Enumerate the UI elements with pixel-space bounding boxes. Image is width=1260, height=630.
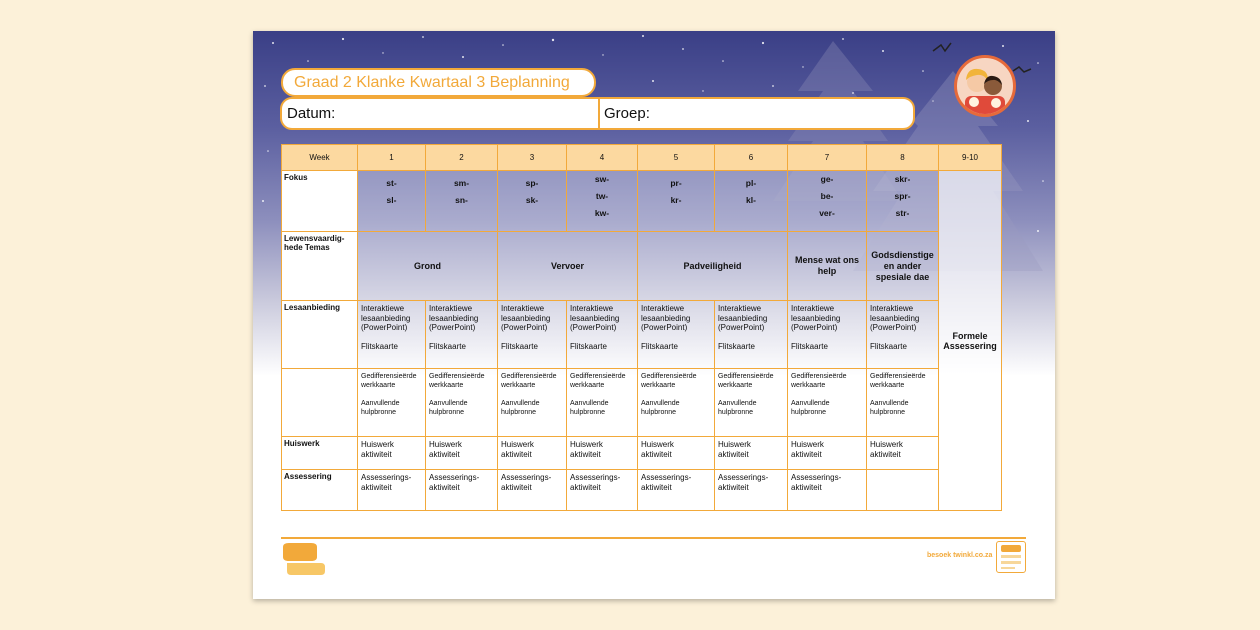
cell-line: Aanvullende: [361, 400, 400, 407]
asm-text: [498, 470, 566, 492]
date-group-box: [280, 97, 915, 130]
cell-line: Huiswerk: [570, 440, 603, 449]
cell-line: (PowerPoint): [641, 323, 688, 332]
cell-line: werkkaarte: [791, 382, 826, 389]
focus-sound: tw-: [595, 191, 609, 201]
cell-line: Huiswerk: [361, 440, 394, 449]
cell-line: aktiwiteit: [429, 449, 460, 459]
cell-line: werkkaarte: [641, 382, 676, 389]
cell-line: aktiwiteit: [429, 482, 460, 492]
final-assessment-cell: [939, 171, 1002, 511]
homework-cell: [715, 437, 788, 470]
focus-sound: sw-: [594, 174, 610, 184]
focus-cell: [638, 171, 715, 232]
spacer: [501, 333, 564, 342]
cell-line: Gedifferensieërde: [718, 373, 774, 380]
row-label-extra: [282, 369, 358, 437]
cell-line: Huiswerk: [501, 440, 534, 449]
cell-line: Interaktiewe: [501, 304, 545, 313]
twinkl-badge-icon: [996, 541, 1026, 573]
lesson-text: [358, 301, 425, 351]
cell-line: Gedifferensieërde: [570, 373, 626, 380]
cell-line: Huiswerk: [791, 440, 824, 449]
cell-line: Aanvullende: [791, 400, 830, 407]
spacer: [791, 333, 864, 342]
cell-line: aktiwiteit: [501, 482, 532, 492]
spacer: [718, 390, 785, 399]
twinkl-phonics-logo-icon: [281, 543, 329, 575]
spacer: [361, 333, 423, 342]
theme-label: Padveiligheid: [683, 260, 742, 271]
cell-line: Assesserings-: [361, 473, 412, 482]
header-week-5: 5: [638, 145, 715, 171]
focus-sound: pr-: [670, 178, 682, 188]
cell-line: lesaanbieding: [791, 313, 841, 323]
cell-line: lesaanbieding: [429, 313, 479, 323]
focus-sound: str-: [895, 208, 910, 218]
cell-line: Flitskaarte: [361, 341, 398, 351]
spacer: [641, 333, 712, 342]
spacer: [501, 390, 564, 399]
cell-line: Interaktiewe: [870, 304, 914, 313]
row-label-assessment: Assessering: [282, 470, 358, 511]
assessment-row: [282, 470, 1002, 511]
spacer: [718, 333, 785, 342]
cell-line: hulpbronne: [791, 409, 827, 416]
focus-cell: [867, 171, 939, 232]
hw-text: [788, 437, 866, 459]
header-week-7: 7: [788, 145, 867, 171]
cell-line: Assesserings-: [718, 473, 769, 482]
focus-sound: sm-: [453, 178, 470, 188]
header-week-9-10: 9-10: [939, 145, 1002, 171]
themes-row: [282, 232, 1002, 301]
focus-cell: [715, 171, 788, 232]
header-week: Week: [282, 145, 358, 171]
cell-line: Aanvullende: [570, 400, 609, 407]
spacer: [870, 390, 936, 399]
cell-line: (PowerPoint): [718, 323, 765, 332]
header-week-8: 8: [867, 145, 939, 171]
cell-line: Interaktiewe: [361, 304, 405, 313]
cell-line: lesaanbieding: [718, 313, 768, 323]
homework-cell: [788, 437, 867, 470]
cell-line: Interaktiewe: [641, 304, 685, 313]
spacer: [870, 333, 936, 342]
row-label-themes: Lewensvaardig-hede Temas: [282, 232, 358, 301]
header-row: [282, 145, 1002, 171]
lesson-text: [567, 301, 637, 351]
cell-line: aktiwiteit: [718, 449, 749, 459]
spacer: [570, 390, 635, 399]
focus-cell: [426, 171, 498, 232]
theme-label: Godsdienstige en ander spesiale dae: [871, 249, 934, 282]
extra-cell: [788, 369, 867, 437]
asm-text: [567, 470, 637, 492]
cell-line: Huiswerk: [718, 440, 751, 449]
cell-line: werkkaarte: [361, 382, 396, 389]
lesson-cell: [426, 301, 498, 369]
cell-line: Gedifferensieërde: [501, 373, 557, 380]
assessment-cell: [788, 470, 867, 511]
hw-text: [358, 437, 425, 459]
asm-text: [638, 470, 714, 492]
focus-sound: kw-: [594, 208, 610, 218]
hw-text: [498, 437, 566, 459]
document-title: Graad 2 Klanke Kwartaal 3 Beplanning: [281, 68, 596, 97]
cell-line: lesaanbieding: [870, 313, 920, 323]
focus-sound: st-: [386, 178, 397, 188]
lesson-cell: [788, 301, 867, 369]
lesson-text: [715, 301, 787, 351]
row-label-homework: Huiswerk: [282, 437, 358, 470]
row-label-lesson: Lesaanbieding: [282, 301, 358, 369]
extra-text: [567, 369, 637, 417]
asm-text: [788, 470, 866, 492]
cell-line: Aanvullende: [501, 400, 540, 407]
cell-line: lesaanbieding: [641, 313, 691, 323]
cell-line: Huiswerk: [870, 440, 903, 449]
focus-sound: sn-: [455, 195, 468, 205]
lesson-cell: [867, 301, 939, 369]
focus-cell: [788, 171, 867, 232]
extra-cell: [498, 369, 567, 437]
focus-sound: ver-: [819, 208, 835, 218]
theme-label: Mense wat ons help: [794, 255, 859, 276]
planning-sheet: [253, 31, 1055, 599]
cell-line: Flitskaarte: [791, 341, 828, 351]
cell-line: Interaktiewe: [570, 304, 614, 313]
focus-sound: be-: [820, 191, 834, 201]
lesson-text: [788, 301, 866, 351]
cell-line: Flitskaarte: [501, 341, 538, 351]
cell-line: Flitskaarte: [429, 341, 466, 351]
lesson-cell: [358, 301, 426, 369]
homework-cell: [567, 437, 638, 470]
cell-line: aktiwiteit: [361, 482, 392, 492]
cell-line: Flitskaarte: [718, 341, 755, 351]
group-label: Groep:: [604, 105, 650, 122]
cell-line: Aanvullende: [870, 400, 909, 407]
header-week-2: 2: [426, 145, 498, 171]
homework-cell: [358, 437, 426, 470]
focus-sound: ge-: [820, 174, 834, 184]
cell-line: (PowerPoint): [429, 323, 476, 332]
cell-line: aktiwiteit: [791, 482, 822, 492]
hw-text: [567, 437, 637, 459]
planning-table: [281, 144, 1002, 511]
cell-line: Huiswerk: [429, 440, 462, 449]
assessment-cell: [498, 470, 567, 511]
cell-line: Gedifferensieërde: [641, 373, 697, 380]
cell-line: werkkaarte: [718, 382, 753, 389]
cell-line: aktiwiteit: [641, 482, 672, 492]
focus-sound: kl-: [746, 195, 756, 205]
theme-cell: [788, 232, 867, 301]
final-assessment-label: Formele Assessering: [943, 330, 997, 351]
cell-line: Aanvullende: [718, 400, 757, 407]
extra-cell: [426, 369, 498, 437]
extra-text: [426, 369, 497, 417]
cell-line: hulpbronne: [501, 409, 537, 416]
children-illustration-icon: [954, 55, 1016, 117]
cell-line: lesaanbieding: [570, 313, 620, 323]
extra-cell: [567, 369, 638, 437]
lesson-text: [426, 301, 497, 351]
focus-sound: skr-: [894, 174, 911, 184]
cell-line: Flitskaarte: [870, 341, 907, 351]
asm-text: [358, 470, 425, 492]
lesson-text: [498, 301, 566, 351]
cell-line: (PowerPoint): [501, 323, 548, 332]
cell-line: Gedifferensieërde: [429, 373, 485, 380]
cell-line: Interaktiewe: [429, 304, 473, 313]
cell-line: hulpbronne: [641, 409, 677, 416]
extra-text: [715, 369, 787, 417]
cell-line: Gedifferensieërde: [791, 373, 847, 380]
header-week-6: 6: [715, 145, 788, 171]
extra-text: [498, 369, 566, 417]
assessment-cell: [358, 470, 426, 511]
lesson-cell: [498, 301, 567, 369]
cell-line: Gedifferensieërde: [870, 373, 926, 380]
homework-cell: [638, 437, 715, 470]
cell-line: aktiwiteit: [570, 482, 601, 492]
focus-sound: spr-: [894, 191, 911, 201]
hw-text: [715, 437, 787, 459]
theme-label: Grond: [414, 260, 441, 271]
extra-cell: [867, 369, 939, 437]
cell-line: Assesserings-: [570, 473, 621, 482]
cell-line: Interaktiewe: [718, 304, 762, 313]
row-label-focus: Fokus: [282, 171, 358, 232]
extra-text: [638, 369, 714, 417]
extra-cell: [715, 369, 788, 437]
cell-line: Assesserings-: [791, 473, 842, 482]
theme-cell: [638, 232, 788, 301]
assessment-cell: [567, 470, 638, 511]
lesson-cell: [638, 301, 715, 369]
homework-cell: [867, 437, 939, 470]
focus-sound: pl-: [745, 178, 757, 188]
homework-cell: [498, 437, 567, 470]
cell-line: (PowerPoint): [361, 323, 408, 332]
cell-line: (PowerPoint): [570, 323, 617, 332]
extra-cell: [638, 369, 715, 437]
cell-line: aktiwiteit: [791, 449, 822, 459]
spacer: [429, 333, 495, 342]
spacer: [791, 390, 864, 399]
cell-line: Aanvullende: [429, 400, 468, 407]
asm-text: [426, 470, 497, 492]
theme-label: Vervoer: [550, 260, 585, 271]
cell-line: Interaktiewe: [791, 304, 835, 313]
spacer: [361, 390, 423, 399]
cell-line: lesaanbieding: [361, 313, 411, 323]
lesson-cell: [715, 301, 788, 369]
extra-resources-row: [282, 369, 1002, 437]
cell-line: Assesserings-: [501, 473, 552, 482]
cell-line: werkkaarte: [570, 382, 605, 389]
lesson-row: [282, 301, 1002, 369]
focus-sound: sl-: [386, 195, 397, 205]
cell-line: aktiwiteit: [870, 449, 901, 459]
spacer: [429, 390, 495, 399]
hw-text: [638, 437, 714, 459]
cell-line: hulpbronne: [429, 409, 465, 416]
cell-line: werkkaarte: [501, 382, 536, 389]
focus-sound: kr-: [670, 195, 682, 205]
extra-cell: [358, 369, 426, 437]
spacer: [570, 333, 635, 342]
cell-line: Aanvullende: [641, 400, 680, 407]
field-divider: [598, 99, 600, 128]
lesson-text: [638, 301, 714, 351]
cell-line: Assesserings-: [429, 473, 480, 482]
cell-line: aktiwiteit: [641, 449, 672, 459]
extra-text: [358, 369, 425, 417]
cell-line: hulpbronne: [718, 409, 754, 416]
assessment-cell: [426, 470, 498, 511]
cell-line: (PowerPoint): [791, 323, 838, 332]
spacer: [641, 390, 712, 399]
cell-line: hulpbronne: [870, 409, 906, 416]
cell-line: Assesserings-: [641, 473, 692, 482]
homework-row: [282, 437, 1002, 470]
cell-line: aktiwiteit: [361, 449, 392, 459]
asm-text: [715, 470, 787, 492]
cell-line: Flitskaarte: [570, 341, 607, 351]
cell-line: Gedifferensieërde: [361, 373, 417, 380]
focus-row: [282, 171, 1002, 232]
cell-line: Flitskaarte: [641, 341, 678, 351]
cell-line: aktiwiteit: [570, 449, 601, 459]
focus-sound: sp-: [525, 178, 539, 188]
cell-line: hulpbronne: [570, 409, 606, 416]
header-week-1: 1: [358, 145, 426, 171]
homework-cell: [426, 437, 498, 470]
cell-line: aktiwiteit: [501, 449, 532, 459]
focus-sound: sk-: [525, 195, 539, 205]
cell-line: (PowerPoint): [870, 323, 917, 332]
cell-line: werkkaarte: [870, 382, 905, 389]
assessment-cell: [715, 470, 788, 511]
assessment-cell-empty: [867, 470, 939, 511]
assessment-cell: [638, 470, 715, 511]
focus-cell: [567, 171, 638, 232]
focus-cell: [358, 171, 426, 232]
date-label: Datum:: [287, 105, 336, 122]
theme-cell: [867, 232, 939, 301]
hw-text: [426, 437, 497, 459]
extra-text: [867, 369, 938, 417]
cell-line: werkkaarte: [429, 382, 464, 389]
cell-line: aktiwiteit: [718, 482, 749, 492]
hw-text: [867, 437, 938, 459]
lesson-cell: [567, 301, 638, 369]
focus-cell: [498, 171, 567, 232]
cell-line: Huiswerk: [641, 440, 674, 449]
cell-line: hulpbronne: [361, 409, 397, 416]
theme-cell: [498, 232, 638, 301]
footer-url: besoek twinkl.co.za: [927, 552, 993, 559]
cell-line: lesaanbieding: [501, 313, 551, 323]
header-week-3: 3: [498, 145, 567, 171]
header-week-4: 4: [567, 145, 638, 171]
theme-cell: [358, 232, 498, 301]
footer-divider: [281, 537, 1026, 539]
extra-text: [788, 369, 866, 417]
lesson-text: [867, 301, 938, 351]
